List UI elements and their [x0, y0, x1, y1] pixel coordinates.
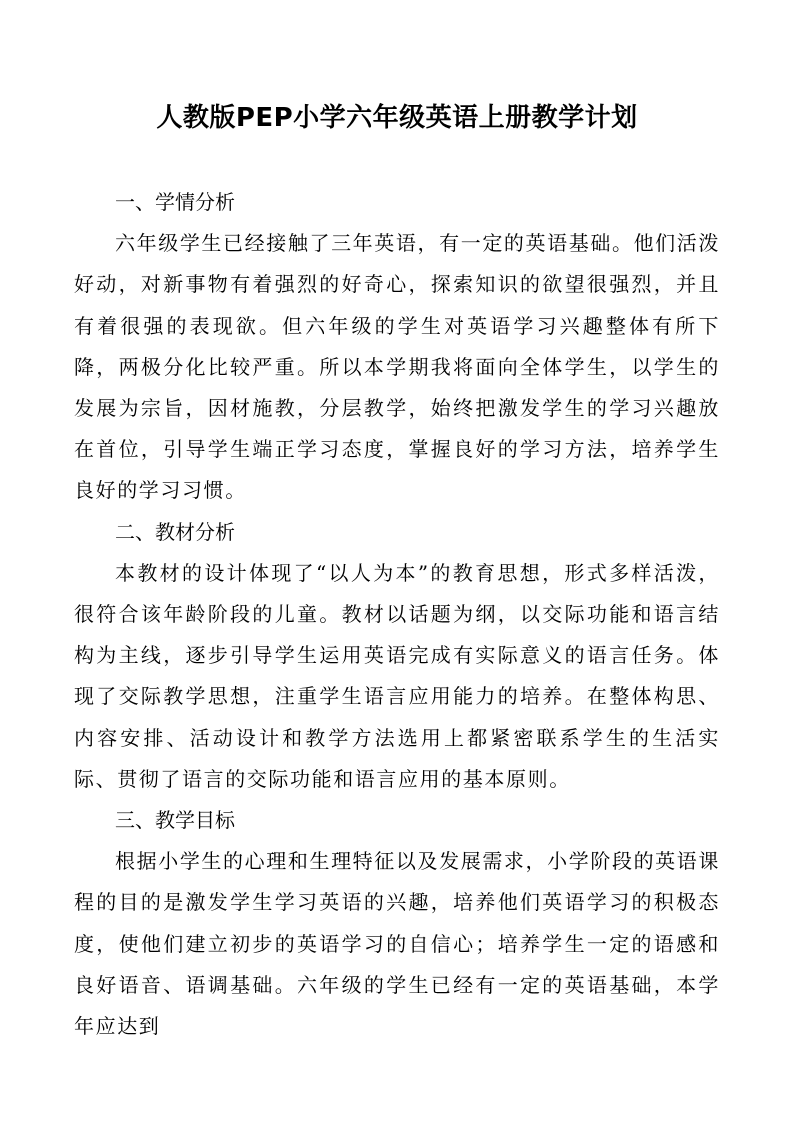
section-paragraph-learner-analysis: 六年级学生已经接触了三年英语，有一定的英语基础。他们活泼好动，对新事物有着强烈的好奇心，探索知识的欲望很强烈，并且有着很强的表现欲。但六年级的学生对英语学习兴趣整体有所下降，两极分化比较严重。所以本学期我将面向全体学生，以学生的发展为宗旨，因材施教，分层教学，始终把激发学生的学习兴趣放在首位，引导学生端正学习态度，掌握良好的学习方法，培养学生良好的学习习惯。	[74, 231, 720, 503]
section-heading-textbook-analysis: 二、教材分析	[115, 519, 235, 544]
section-heading-teaching-goals: 三、教学目标	[115, 808, 235, 833]
section-paragraph-teaching-goals: 根据小学生的心理和生理特征以及发展需求，小学阶段的英语课程的目的是激发学生学习英语的兴趣，培养他们英语学习的积极态度，使他们建立初步的英语学习的自信心；培养学生一定的语感和良好语音、语调基础。六年级的学生已经有一定的英语基础，本学年应达到	[74, 849, 720, 1039]
section-heading-learner-analysis: 一、学情分析	[115, 190, 235, 214]
document-title: 人教版PEP小学六年级英语上册教学计划	[156, 103, 638, 133]
section-paragraph-textbook-analysis: 本教材的设计体现了“以人为本”的教育思想，形式多样活泼，很符合该年龄阶段的儿童。教材以话题为纲，以交际功能和语言结构为主线，逐步引导学生运用英语完成有实际意义的语言任务。体现了交际教学思想，注重学生语言应用能力的培养。在整体构思、内容安排、活动设计和教学方法选用上都紧密联系学生的生活实际、贯彻了语言的交际功能和语言应用的基本原则。	[74, 560, 720, 791]
document-body	[74, 182, 720, 1047]
